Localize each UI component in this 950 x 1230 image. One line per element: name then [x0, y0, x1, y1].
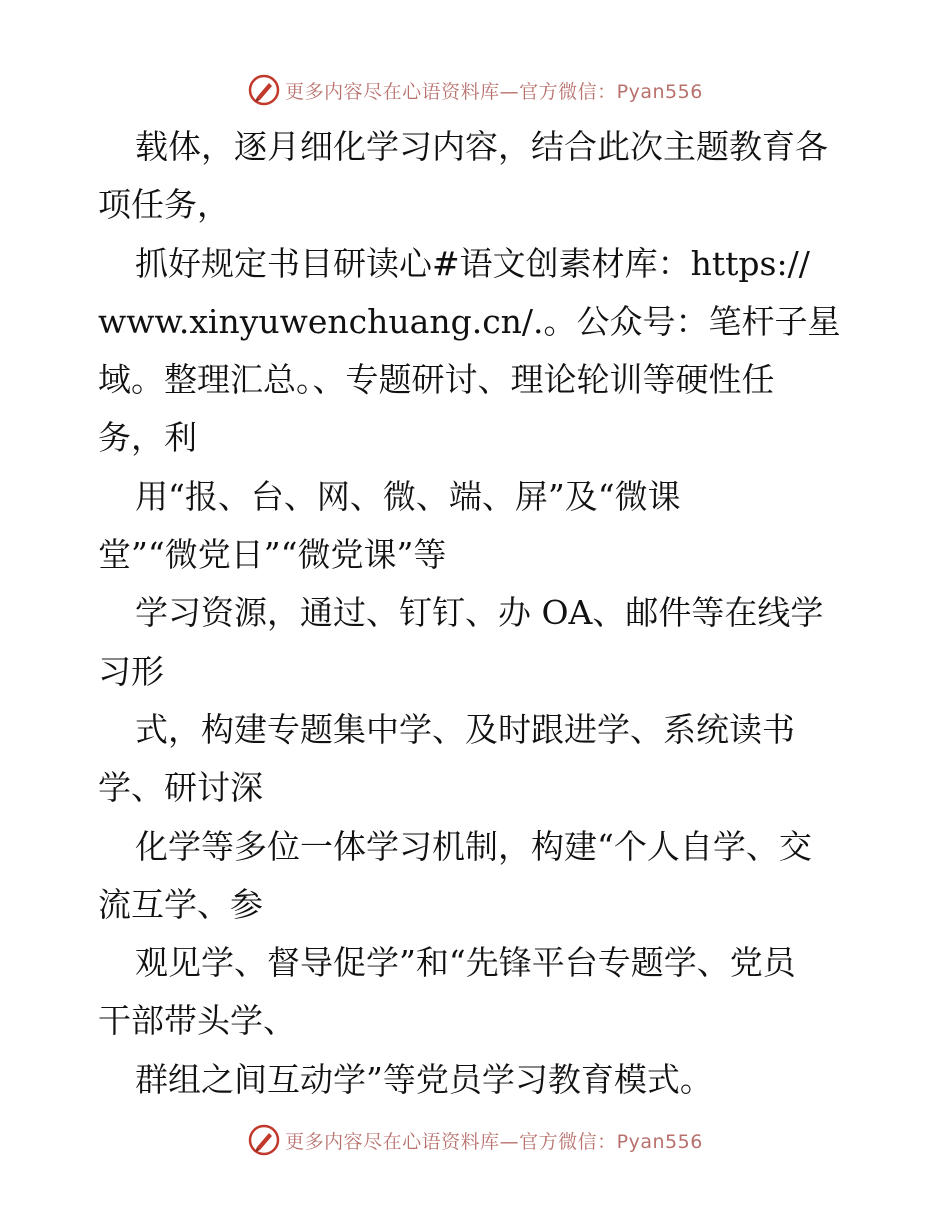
text-line: 务，利 [98, 418, 197, 458]
pen-logo-icon [247, 73, 281, 107]
watermark-text: 更多内容尽在心语资料库—官方微信：Pyan556 [285, 1130, 703, 1153]
text-line: 流互学、参 [98, 884, 263, 924]
text-line: 堂”“微党日”“微党课”等 [98, 535, 447, 575]
text-line: 抓好规定书目研读心#语文创素材库：https:// [135, 243, 810, 283]
text-line: 学、研讨深 [98, 768, 263, 808]
pen-logo-icon [247, 1123, 281, 1157]
watermark-text: 更多内容尽在心语资料库—官方微信：Pyan556 [285, 80, 703, 103]
text-line: 观见学、督导促学”和“先锋平台专题学、党员 [135, 943, 796, 983]
text-line: 项任务， [98, 185, 230, 225]
text-line: 习形 [98, 651, 164, 691]
header-watermark [0, 70, 950, 110]
text-line: 域。整理汇总。、专题研讨、理论轮训等硬性任 [98, 360, 775, 400]
text-line: 化学等多位一体学习机制，构建“个人自学、交 [135, 826, 812, 866]
document-body [98, 118, 888, 1109]
text-line: 式，构建专题集中学、及时跟进学、系统读书 [135, 709, 795, 749]
text-line: 用“报、台、网、微、端、屏”及“微课 [135, 476, 681, 516]
text-line: 载体，逐月细化学习内容，结合此次主题教育各 [135, 127, 828, 166]
text-line: 干部带头学、 [98, 1001, 296, 1041]
footer-watermark [0, 1120, 950, 1160]
text-line: www.xinyuwenchuang.cn/.。公众号：笔杆子星 [98, 301, 841, 341]
text-line: 学习资源，通过、钉钉、办 OA、邮件等在线学 [135, 593, 824, 633]
text-line: 群组之间互动学”等党员学习教育模式。 [135, 1059, 713, 1099]
